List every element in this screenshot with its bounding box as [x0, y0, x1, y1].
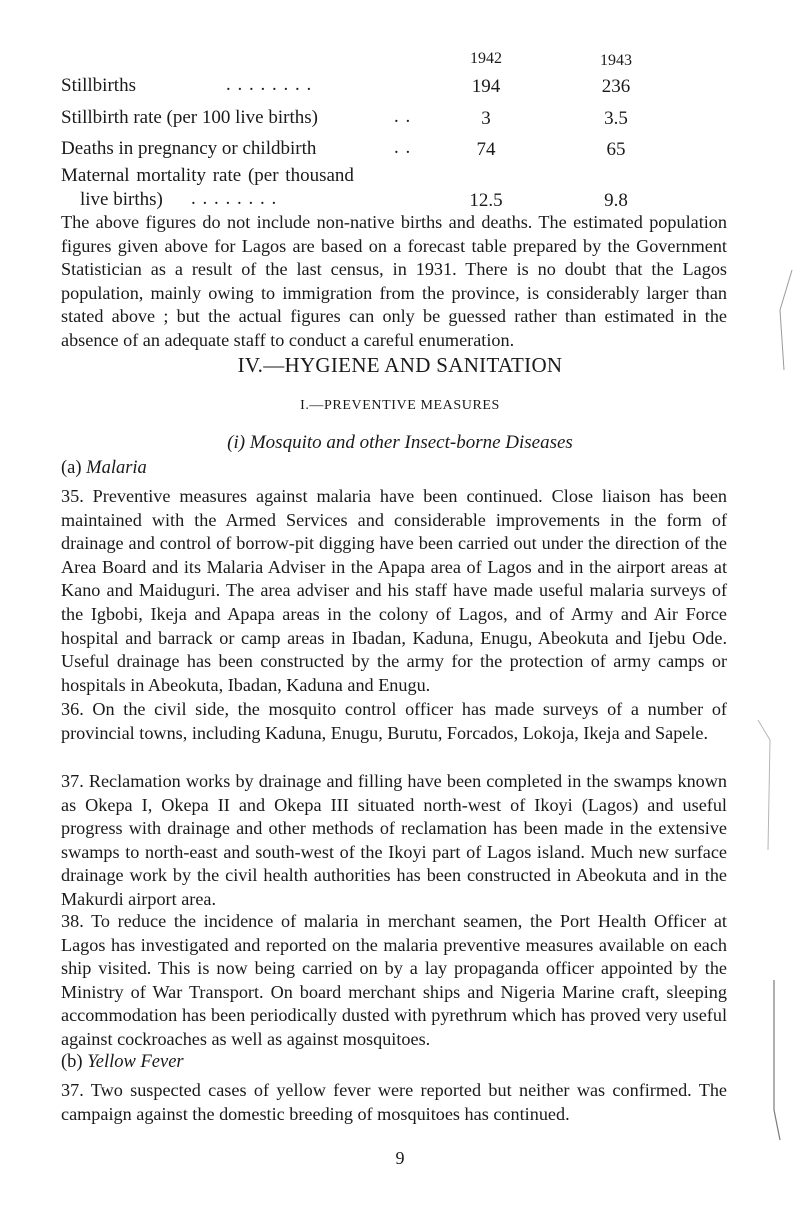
value-1943: 9.8	[604, 190, 628, 211]
row-leader-dots: . . . . . . . .	[191, 188, 278, 209]
paragraph-36: 36. On the civil side, the mosquito control officer has made surveys of a number of provincial towns, including Kaduna, Enugu, Burutu, Forcados, Lokoja, Ikeja and Sapele.	[61, 699, 727, 743]
value-1943: 3.5	[604, 108, 628, 129]
topic-heading	[0, 432, 800, 454]
year-header-1942: 1942	[470, 50, 502, 67]
malaria-title: Malaria	[86, 458, 147, 478]
value-1942: 74	[476, 139, 496, 160]
yellow-fever-heading	[61, 1052, 184, 1073]
value-1942: 3	[481, 108, 491, 129]
subsection-heading: I.—PREVENTIVE MEASURES	[300, 398, 500, 413]
row-leader-dots: . .	[394, 137, 412, 158]
malaria-heading	[61, 458, 147, 479]
value-1942: 194	[471, 76, 501, 97]
topic-numeral: (i)	[227, 432, 246, 453]
yellow-fever-letter: (b)	[61, 1052, 83, 1072]
row-leader-dots: . . . . . . . .	[226, 74, 313, 95]
intro-paragraph: The above figures do not include non-native births and deaths. The estimated population figures given above for Lagos are based on a forecast table prepared by the Government Statistician as a result of the last census, in 1931. There is no doubt that the Lagos population, mainly owing to immigration from the province, is considerably larger than stated above ; but the actual figures can only be guessed rather than estimated in the absence of an adequate staff to conduct a careful enumeration.	[61, 212, 727, 350]
row-leader-dots: . .	[394, 106, 412, 127]
page-number: 9	[395, 1148, 405, 1168]
yellow-fever-title: Yellow Fever	[87, 1052, 184, 1072]
row-label: Stillbirth rate (per 100 live births)	[61, 107, 318, 128]
topic-title: Mosquito and other Insect-borne Diseases	[249, 432, 573, 453]
section-heading: IV.—HYGIENE AND SANITATION	[237, 353, 563, 377]
row-label: Maternal mortality rate (per thousand	[61, 165, 354, 186]
paragraph-38: 38. To reduce the incidence of malaria in merchant seamen, the Port Health Officer at Lagos has investigated and reported on the malaria preventive measures available on each ship visited. This is now being carried on by a lay propaganda officer appointed by the Ministry of War Transport. On board merchant ships and Nigeria Marine craft, sleeping accommodation has been periodically dusted with pyrethrum which has proved very useful against cockroaches as well as against mosquitoes.	[61, 911, 727, 1049]
malaria-letter: (a)	[61, 458, 82, 478]
scan-margin-marks	[740, 250, 800, 1150]
row-label: Deaths in pregnancy or childbirth	[61, 138, 317, 159]
paragraph-35: 35. Preventive measures against malaria have been continued. Close liaison has been maintained with the Armed Services and considerable improvements in the form of drainage and control of borrow-pit digging have been carried out under the direction of the Area Board and its Malaria Adviser in the Apapa area of Lagos and in the airport areas at Kano and Maiduguri. The area adviser and his staff have made useful malaria surveys of the Igbobi, Ikeja and Apapa areas in the colony of Lagos, and of Army and Air Force hospital and barrack or camp areas in Ibadan, Kaduna, Enugu, Abeokuta and Ijebu Ode. Useful drainage has been constructed by the army for the protection of army camps or hospitals in Abeokuta, Ibadan, Kaduna and Enugu.	[61, 486, 727, 695]
value-1942: 12.5	[469, 190, 503, 211]
value-1943: 236	[601, 76, 631, 97]
paragraph-37: 37. Reclamation works by drainage and filling have been completed in the swamps known as Okepa I, Okepa II and Okepa III situated north-west of Ikoyi (Lagos) and useful progress with drainage and other methods of reclamation has been made in the extensive swamps to north-east and south-west of the Ikoyi part of Lagos island. Much new surface drainage work by the civil health authorities has been constructed in Abeokuta and in the Makurdi airport area.	[61, 771, 727, 909]
value-1943: 65	[606, 139, 626, 160]
row-label-continued: live births)	[80, 189, 163, 210]
row-label: Stillbirths	[61, 75, 136, 96]
paragraph-yellow-fever: 37. Two suspected cases of yellow fever were reported but neither was confirmed. The campaign against the domestic breeding of mosquitoes has continued.	[61, 1080, 727, 1124]
year-header-1943: 1943	[600, 52, 632, 69]
